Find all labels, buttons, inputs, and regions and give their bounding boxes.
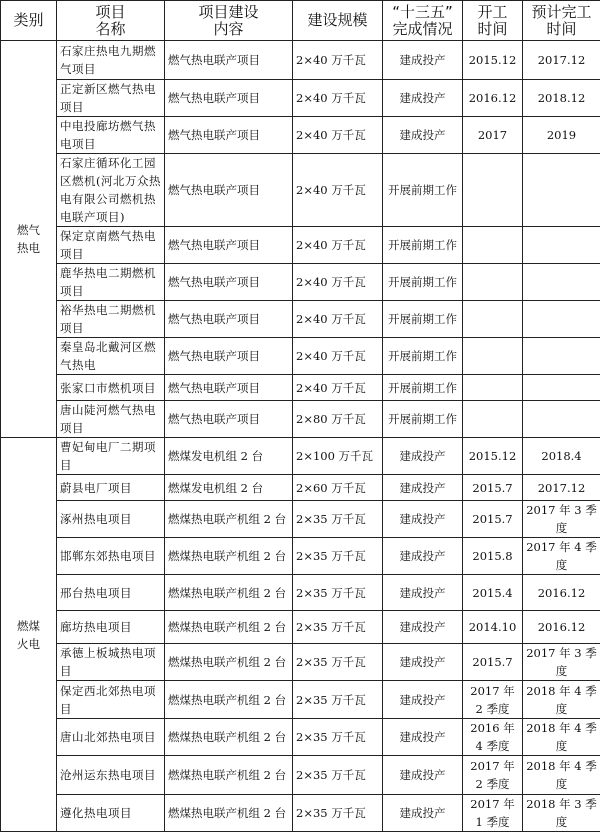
- finish-cell: 2017 年 4 季度: [523, 538, 600, 575]
- status-cell: 建成投产: [383, 41, 463, 80]
- table-row: [1, 154, 600, 227]
- start-cell: [463, 264, 523, 301]
- finish-cell: 2018 年 3 季度: [523, 795, 600, 832]
- name-cell: 中电投廊坊燃气热电项目: [57, 117, 165, 154]
- scale-cell: 2×35 万千瓦: [293, 501, 383, 538]
- table-row: [1, 301, 600, 338]
- content-cell: 燃气热电联产项目: [165, 154, 293, 227]
- scale-cell: 2×35 万千瓦: [293, 756, 383, 795]
- scale-cell: 2×80 万千瓦: [293, 401, 383, 438]
- scale-cell: 2×40 万千瓦: [293, 117, 383, 154]
- finish-cell: 2018 年 4 季度: [523, 681, 600, 719]
- table-row: [1, 41, 600, 80]
- start-cell: 2015.7: [463, 501, 523, 538]
- finish-cell: 2017.12: [523, 475, 600, 501]
- status-cell: 建成投产: [383, 438, 463, 475]
- content-cell: 燃煤热电联产机组 2 台: [165, 756, 293, 795]
- status-cell: 开展前期工作: [383, 401, 463, 438]
- table-row: [1, 264, 600, 301]
- table-row: [1, 401, 600, 438]
- content-cell: 燃气热电联产项目: [165, 301, 293, 338]
- start-cell: 2017 年 1 季度: [463, 795, 523, 832]
- content-cell: 燃煤热电联产机组 2 台: [165, 719, 293, 756]
- scale-cell: 2×35 万千瓦: [293, 575, 383, 611]
- name-cell: 遵化热电项目: [57, 795, 165, 832]
- status-cell: 建成投产: [383, 117, 463, 154]
- table-row: [1, 681, 600, 719]
- table-row: [1, 227, 600, 264]
- header-start: 开工 时间: [463, 1, 523, 41]
- table-row: [1, 611, 600, 644]
- name-cell: 秦皇岛北戴河区燃气热电: [57, 338, 165, 375]
- start-cell: [463, 401, 523, 438]
- scale-cell: 2×100 万千瓦: [293, 438, 383, 475]
- table-row: [1, 756, 600, 795]
- finish-cell: 2018 年 4 季度: [523, 756, 600, 795]
- content-cell: 燃煤热电联产机组 2 台: [165, 575, 293, 611]
- status-cell: 建成投产: [383, 538, 463, 575]
- table-row: [1, 338, 600, 375]
- name-cell: 鹿华热电二期燃机项目: [57, 264, 165, 301]
- name-cell: 正定新区燃气热电项目: [57, 80, 165, 117]
- scale-cell: 2×40 万千瓦: [293, 154, 383, 227]
- name-cell: 沧州运东热电项目: [57, 756, 165, 795]
- name-cell: 唐山陡河燃气热电项目: [57, 401, 165, 438]
- status-cell: 开展前期工作: [383, 264, 463, 301]
- status-cell: 建成投产: [383, 681, 463, 719]
- finish-cell: [523, 401, 600, 438]
- content-cell: 燃煤热电联产机组 2 台: [165, 644, 293, 681]
- scale-cell: 2×40 万千瓦: [293, 338, 383, 375]
- status-cell: 开展前期工作: [383, 301, 463, 338]
- start-cell: 2017: [463, 117, 523, 154]
- content-cell: 燃煤热电联产机组 2 台: [165, 538, 293, 575]
- scale-cell: 2×35 万千瓦: [293, 644, 383, 681]
- finish-cell: [523, 227, 600, 264]
- finish-cell: 2017.12: [523, 41, 600, 80]
- header-scale: 建设规模: [293, 1, 383, 41]
- finish-cell: [523, 154, 600, 227]
- start-cell: [463, 375, 523, 401]
- content-cell: 燃气热电联产项目: [165, 264, 293, 301]
- category-cell: 燃煤 火电: [1, 438, 57, 832]
- start-cell: 2015.12: [463, 438, 523, 475]
- start-cell: [463, 301, 523, 338]
- finish-cell: [523, 264, 600, 301]
- table-row: [1, 80, 600, 117]
- content-cell: 燃气热电联产项目: [165, 117, 293, 154]
- table-row: [1, 117, 600, 154]
- status-cell: 开展前期工作: [383, 154, 463, 227]
- scale-cell: 2×35 万千瓦: [293, 538, 383, 575]
- table-row: [1, 795, 600, 832]
- name-cell: 承德上板城热电项目: [57, 644, 165, 681]
- scale-cell: 2×35 万千瓦: [293, 719, 383, 756]
- header-content: 项目建设 内容: [165, 1, 293, 41]
- start-cell: 2015.12: [463, 41, 523, 80]
- header-finish: 预计完工 时间: [523, 1, 600, 41]
- content-cell: 燃煤热电联产机组 2 台: [165, 611, 293, 644]
- status-cell: 建成投产: [383, 501, 463, 538]
- status-cell: 建成投产: [383, 575, 463, 611]
- name-cell: 石家庄热电九期燃气项目: [57, 41, 165, 80]
- content-cell: 燃气热电联产项目: [165, 401, 293, 438]
- content-cell: 燃气热电联产项目: [165, 227, 293, 264]
- scale-cell: 2×40 万千瓦: [293, 264, 383, 301]
- name-cell: 裕华热电二期燃机项目: [57, 301, 165, 338]
- header-row: [1, 1, 600, 41]
- status-cell: 建成投产: [383, 795, 463, 832]
- status-cell: 建成投产: [383, 80, 463, 117]
- name-cell: 曹妃甸电厂二期项目: [57, 438, 165, 475]
- header-status: “十三五” 完成情况: [383, 1, 463, 41]
- finish-cell: 2018.4: [523, 438, 600, 475]
- start-cell: 2015.7: [463, 644, 523, 681]
- scale-cell: 2×35 万千瓦: [293, 795, 383, 832]
- start-cell: 2016 年 4 季度: [463, 719, 523, 756]
- category-cell: 燃气 热电: [1, 41, 57, 438]
- name-cell: 邢台热电项目: [57, 575, 165, 611]
- scale-cell: 2×40 万千瓦: [293, 301, 383, 338]
- table-row: [1, 375, 600, 401]
- content-cell: 燃气热电联产项目: [165, 80, 293, 117]
- finish-cell: 2017 年 3 季度: [523, 644, 600, 681]
- status-cell: 建成投产: [383, 644, 463, 681]
- content-cell: 燃煤热电联产机组 2 台: [165, 681, 293, 719]
- content-cell: 燃煤发电机组 2 台: [165, 475, 293, 501]
- finish-cell: 2016.12: [523, 575, 600, 611]
- status-cell: 开展前期工作: [383, 375, 463, 401]
- finish-cell: 2019: [523, 117, 600, 154]
- status-cell: 建成投产: [383, 719, 463, 756]
- header-name: 项目 名称: [57, 1, 165, 41]
- content-cell: 燃煤发电机组 2 台: [165, 438, 293, 475]
- scale-cell: 2×60 万千瓦: [293, 475, 383, 501]
- name-cell: 保定西北郊热电项目: [57, 681, 165, 719]
- finish-cell: 2017 年 3 季度: [523, 501, 600, 538]
- name-cell: 蔚县电厂项目: [57, 475, 165, 501]
- name-cell: 保定京南燃气热电项目: [57, 227, 165, 264]
- scale-cell: 2×35 万千瓦: [293, 611, 383, 644]
- status-cell: 建成投产: [383, 756, 463, 795]
- table-body: [1, 41, 600, 832]
- finish-cell: [523, 375, 600, 401]
- content-cell: 燃煤热电联产机组 2 台: [165, 795, 293, 832]
- name-cell: 张家口市燃机项目: [57, 375, 165, 401]
- table-row: [1, 644, 600, 681]
- name-cell: 涿州热电项目: [57, 501, 165, 538]
- content-cell: 燃气热电联产项目: [165, 338, 293, 375]
- name-cell: 邯郸东郊热电项目: [57, 538, 165, 575]
- table-row: [1, 719, 600, 756]
- start-cell: 2016.12: [463, 80, 523, 117]
- status-cell: 开展前期工作: [383, 338, 463, 375]
- scale-cell: 2×35 万千瓦: [293, 681, 383, 719]
- table-row: [1, 575, 600, 611]
- start-cell: [463, 154, 523, 227]
- start-cell: 2014.10: [463, 611, 523, 644]
- header-category: 类别: [1, 1, 57, 41]
- scale-cell: 2×40 万千瓦: [293, 80, 383, 117]
- table-row: [1, 538, 600, 575]
- status-cell: 建成投产: [383, 475, 463, 501]
- table-header: [1, 1, 600, 41]
- start-cell: 2015.7: [463, 475, 523, 501]
- table-row: [1, 475, 600, 501]
- finish-cell: 2018.12: [523, 80, 600, 117]
- scale-cell: 2×40 万千瓦: [293, 227, 383, 264]
- table-row: [1, 501, 600, 538]
- start-cell: [463, 338, 523, 375]
- finish-cell: 2018 年 4 季度: [523, 719, 600, 756]
- finish-cell: [523, 301, 600, 338]
- scale-cell: 2×40 万千瓦: [293, 375, 383, 401]
- status-cell: 建成投产: [383, 611, 463, 644]
- status-cell: 开展前期工作: [383, 227, 463, 264]
- name-cell: 廊坊热电项目: [57, 611, 165, 644]
- name-cell: 唐山北郊热电项目: [57, 719, 165, 756]
- content-cell: 燃气热电联产项目: [165, 41, 293, 80]
- name-cell: 石家庄循环化工园区燃机(河北万众热电有限公司燃机热电联产项目): [57, 154, 165, 227]
- start-cell: 2017 年 2 季度: [463, 756, 523, 795]
- table-row: [1, 438, 600, 475]
- content-cell: 燃气热电联产项目: [165, 375, 293, 401]
- start-cell: 2015.4: [463, 575, 523, 611]
- content-cell: 燃煤热电联产机组 2 台: [165, 501, 293, 538]
- finish-cell: 2016.12: [523, 611, 600, 644]
- finish-cell: [523, 338, 600, 375]
- start-cell: 2015.8: [463, 538, 523, 575]
- start-cell: 2017 年 2 季度: [463, 681, 523, 719]
- start-cell: [463, 227, 523, 264]
- scale-cell: 2×40 万千瓦: [293, 41, 383, 80]
